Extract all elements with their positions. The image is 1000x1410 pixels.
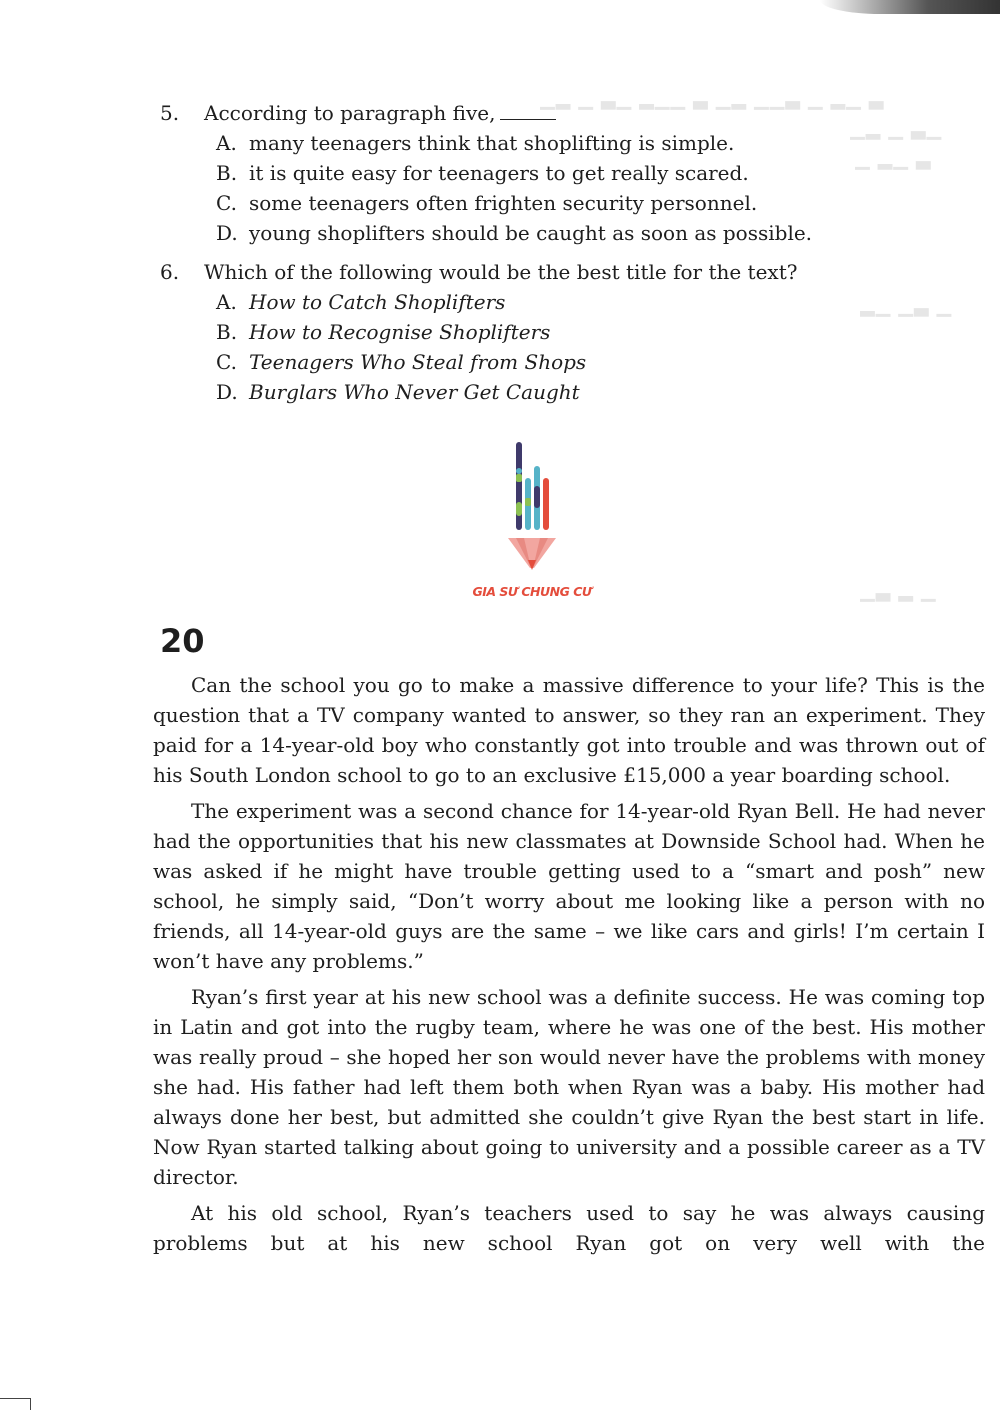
bleed-through-mark: ▁ ▂▁ ▃: [855, 148, 932, 170]
bleed-through-mark: ▂▁ ▁▃ ▁: [860, 295, 953, 317]
question-stem: According to paragraph five,: [204, 98, 556, 128]
option-d: D. Burglars Who Never Get Caught: [216, 380, 580, 404]
option-d: D. young shoplifters should be caught as soon as possible.: [216, 221, 813, 245]
option-a: A. How to Catch Shoplifters: [216, 290, 506, 314]
option-b: B. it is quite easy for teenagers to get really scared.: [216, 161, 749, 185]
question-number: 6.: [160, 260, 180, 284]
passage-paragraph-3: Ryan’s first year at his new school was a definite success. He was coming top in Latin and got into the rugby team, where he was one of the best. His mother was really proud – she hoped her son would never have the problems with money she had. His father had left them both when Ryan was a baby. His mother had always done her best, but admitted she couldn’t give Ryan the best start in life. Now Ryan started talking about going to university and a possible career as a TV director.: [153, 985, 985, 1189]
option-c: C. Teenagers Who Steal from Shops: [216, 350, 587, 374]
question-stem: Which of the following would be the best title for the text?: [204, 260, 798, 284]
bleed-through-mark: ▁▃ ▂ ▁: [860, 580, 937, 602]
bleed-through-mark: ▁▂ ▁ ▃▁: [850, 118, 943, 140]
reading-passage: [153, 670, 985, 1264]
option-c: C. some teenagers often frighten security personnel.: [216, 191, 758, 215]
passage-paragraph-4: At his old school, Ryan’s teachers used to say he was always causing problems but at his new school Ryan got on very well with the: [153, 1201, 985, 1255]
option-b: B. How to Recognise Shoplifters: [216, 320, 551, 344]
answer-blank: [500, 101, 556, 120]
scan-edge-shadow: [820, 0, 1000, 14]
pencil-bars-icon: [462, 438, 602, 583]
question-5: [160, 98, 920, 248]
watermark-logo: [462, 438, 602, 608]
option-a: A. many teenagers think that shoplifting is simple.: [216, 131, 735, 155]
question-number: 5.: [160, 101, 180, 125]
bleed-through-mark: ▁▂ ▁ ▃▁ ▂▁▁ ▃ ▁▂ ▁▁▃ ▁ ▂▁ ▃: [540, 88, 885, 110]
passage-paragraph-2: The experiment was a second chance for 14-year-old Ryan Bell. He had never had the opportunities that his new classmates at Downside School had. When he was asked if he might have trouble getting used to a “smart and posh” new school, he simply said, “Don’t worry about me looking like a person with no friends, all 14-year-old guys are the same – we like cars and girls! I’m certain I won’t have any problems.”: [153, 799, 985, 973]
section-number: 20: [160, 622, 205, 660]
crop-mark: [0, 1398, 31, 1410]
question-6: [160, 257, 920, 407]
passage-paragraph-1: Can the school you go to make a massive difference to your life? This is the question that a TV company wanted to answer, so they ran an experiment. They paid for a 14-year-old boy who constantly got into trouble and was thrown out of his South London school to go to an exclusive £15,000 a year boarding school.: [153, 673, 985, 787]
logo-text: GIA SƯ CHUNG CƯ: [472, 584, 592, 599]
